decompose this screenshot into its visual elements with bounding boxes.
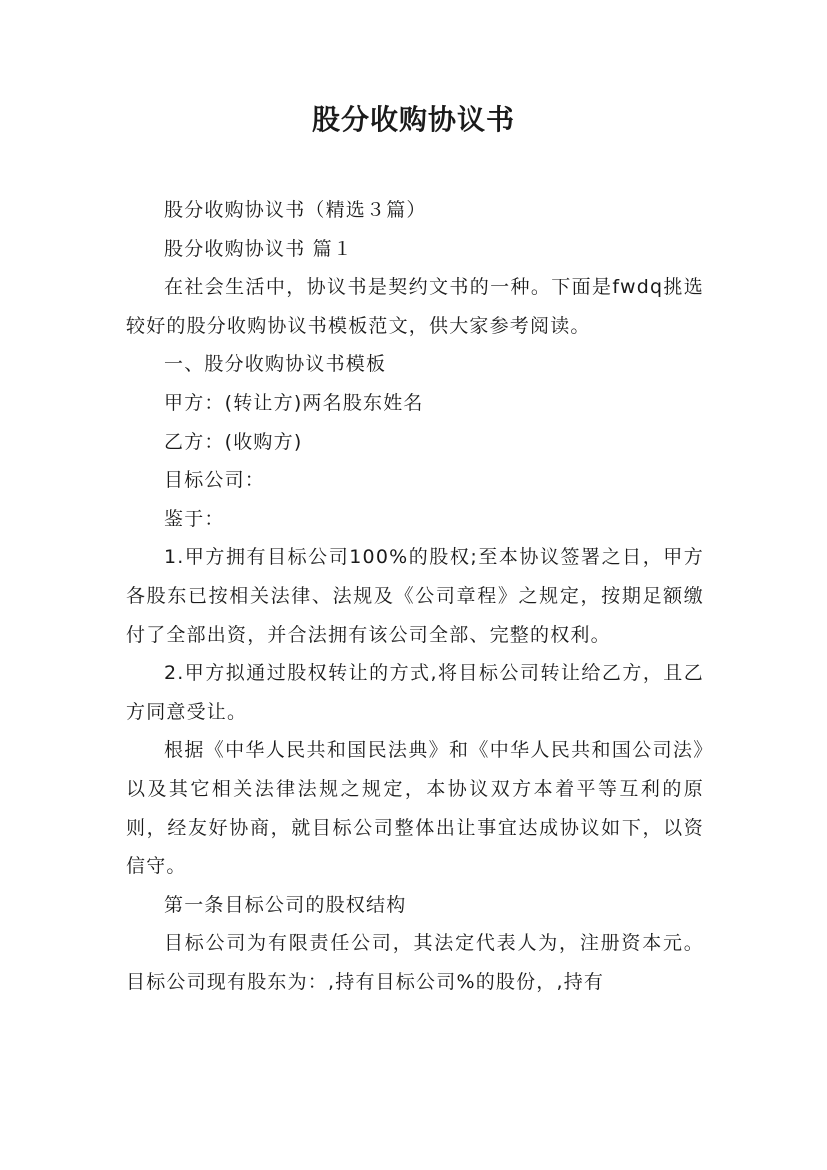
- paragraph-section-heading: 股分收购协议书 篇１: [164, 237, 354, 260]
- paragraph-template-heading: 一、股分收购协议书模板: [164, 353, 387, 376]
- paragraph-subtitle: 股分收购协议书（精选３篇）: [164, 199, 427, 221]
- paragraph-clause-1: 1.甲方拥有目标公司100%的股权;至本协议签署之日，甲方各股东已按相关法律、法规及《公司章程》之规定，按期足额缴付了全部出资，并合法拥有该公司全部、完整的权利。: [126, 546, 704, 646]
- paragraph-party-b: 乙方：(收购方): [164, 430, 303, 453]
- paragraph-intro: 在社会生活中，协议书是契约文书的一种。下面是fwdq挑选较好的股分收购协议书模板范文，供大家参考阅读。: [126, 276, 704, 337]
- paragraph-legal-basis: 根据《中华人民共和国民法典》和《中华人民共和国公司法》以及其它相关法律法规之规定，本协议双方本着平等互利的原则，经友好协商，就目标公司整体出让事宜达成协议如下，以资信守。: [126, 739, 704, 878]
- paragraph-party-a: 甲方：(转让方)两名股东姓名: [164, 391, 424, 414]
- document-body: [126, 191, 704, 1001]
- paragraph-whereas: 鉴于：: [164, 507, 225, 530]
- paragraph-target-company: 目标公司：: [164, 469, 266, 492]
- paragraph-article-1-body: 目标公司为有限责任公司，其法定代表人为，注册资本元。目标公司现有股东为：,持有目标公司%的股份，,持有: [126, 932, 704, 993]
- document-title: 股分收购协议书: [311, 103, 515, 136]
- paragraph-article-1-heading: 第一条目标公司的股权结构: [164, 893, 407, 916]
- paragraph-clause-2: 2.甲方拟通过股权转让的方式,将目标公司转让给乙方，且乙方同意受让。: [126, 662, 704, 723]
